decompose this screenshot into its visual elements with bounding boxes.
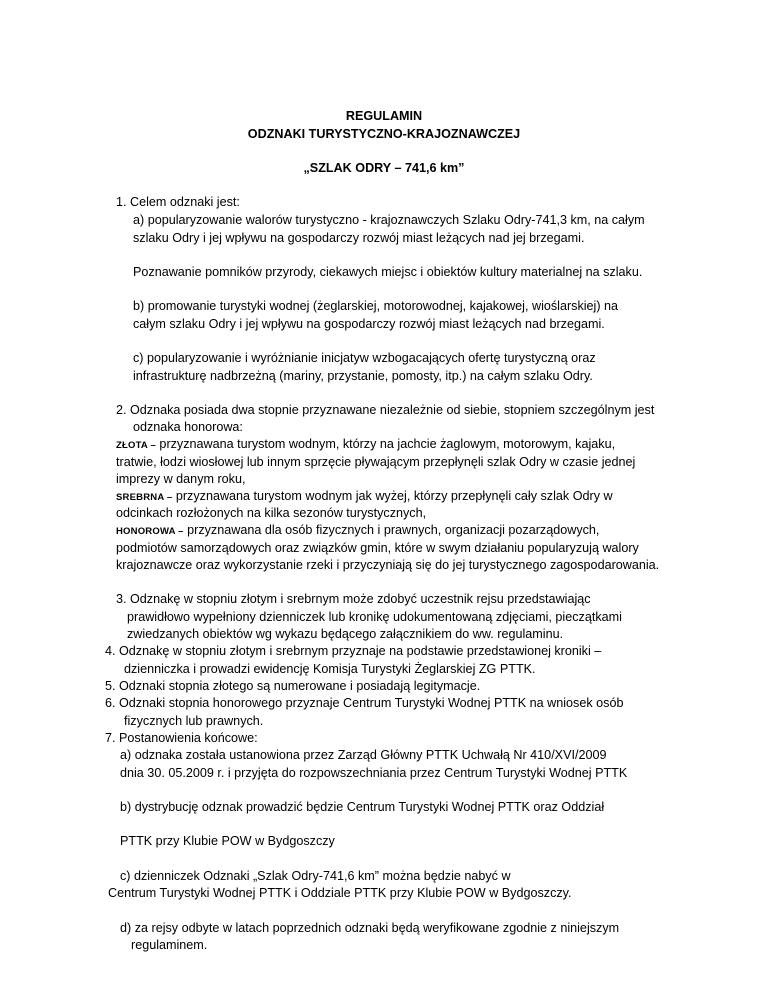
- doc-title-1: REGULAMIN: [345, 109, 423, 123]
- section-6-line2: fizycznych lub prawnych.: [124, 714, 264, 728]
- section-7-c-line2: Centrum Turystyki Wodnej PTTK i Oddziale PTTK przy Klubie POW w Bydgoszczy.: [108, 886, 572, 900]
- gold-line3: imprezy w danym roku,: [116, 472, 246, 486]
- section-3-line1: 3. Odznakę w stopniu złotym i srebrnym może zdobyć uczestnik rejsu przedstawiając: [116, 592, 591, 606]
- section-7-d-line2: regulaminem.: [131, 938, 208, 952]
- silver-text-1: przyznawana turystom wodnym jak wyżej, którzy przepłynęli cały szlak Odry w: [172, 489, 613, 503]
- section-1-c-line1: c) popularyzowanie i wyróżnianie inicjatyw wzbogacających ofertę turystyczną oraz: [133, 351, 596, 365]
- section-1-c-line2: infrastrukturę nadbrzeżną (mariny, przystanie, pomosty, itp.) na całym szlaku Odry.: [133, 369, 593, 383]
- section-4-line1: 4. Odznakę w stopniu złotym i srebrnym przyznaje na podstawie przedstawionej kroniki –: [105, 644, 602, 658]
- doc-subtitle: „SZLAK ODRY – 741,6 km”: [303, 161, 465, 175]
- section-7-b-line1: b) dystrybucję odznak prowadzić będzie Centrum Turystyki Wodnej PTTK oraz Oddział: [120, 800, 605, 814]
- section-5-line1: 5. Odznaki stopnia złotego są numerowane i posiadają legitymacje.: [105, 679, 481, 693]
- section-7-b-line2: PTTK przy Klubie POW w Bydgoszczy: [120, 834, 335, 848]
- section-7-a-line1: a) odznaka została ustanowiona przez Zarząd Główny PTTK Uchwałą Nr 410/XVI/2009: [120, 748, 607, 762]
- section-2-line1: 2. Odznaka posiada dwa stopnie przyznawane niezależnie od siebie, stopniem szczególnym jest: [116, 403, 655, 417]
- section-3-line3: zwiedzanych obiektów wg wykazu będącego załącznikiem do ww. regulaminu.: [127, 627, 564, 641]
- section-7-c-line1: c) dzienniczek Odznaki „Szlak Odry-741,6 km” można będzie nabyć w: [120, 869, 511, 883]
- honorary-line2: podmiotów samorządowych oraz związków gmin, które w swym działaniu popularyzują walory: [116, 541, 639, 555]
- section-7-a-line2: dnia 30. 05.2009 r. i przyjęta do rozpowszechniania przez Centrum Turystyki Wodnej PTTK: [120, 766, 628, 780]
- section-2-line2: odznaka honorowa:: [133, 420, 243, 434]
- silver-label: SREBRNA –: [116, 492, 173, 503]
- silver-line1: [116, 488, 613, 506]
- gold-label: ZŁOTA –: [116, 440, 156, 451]
- section-1-a-line2: szlaku Odry i jej wpływu na gospodarczy rozwój miast leżących nad jej brzegami.: [133, 231, 585, 245]
- section-1-b-line1: b) promowanie turystyki wodnej (żeglarskiej, motorowodnej, kajakowej, wioślarskiej) na: [133, 299, 619, 313]
- gold-text-1: przyznawana turystom wodnym, którzy na jachcie żaglowym, motorowym, kajaku,: [155, 437, 616, 451]
- section-1-heading: 1. Celem odznaki jest:: [116, 195, 240, 209]
- section-7-heading: 7. Postanowienia końcowe:: [105, 731, 258, 745]
- section-1-a-line1: a) popularyzowanie walorów turystyczno - krajoznawczych Szlaku Odry-741,3 km, na całym: [133, 213, 645, 227]
- section-4-line2: dzienniczka i prowadzi ewidencję Komisja Turystyki Żeglarskiej ZG PTTK.: [124, 662, 536, 676]
- gold-line2: tratwie, łodzi wiosłowej lub innym sprzęcie pływającym przepłynęli szlak Odry w czasie jednej: [116, 455, 636, 469]
- honorary-line1: [116, 522, 599, 540]
- section-1-b-line2: całym szlaku Odry i jej wpływu na gospodarczy rozwój miast leżących nad brzegami.: [133, 317, 605, 331]
- doc-title-2: ODZNAKI TURYSTYCZNO-KRAJOZNAWCZEJ: [247, 127, 521, 141]
- section-7-d-line1: d) za rejsy odbyte w latach poprzednich odznaki będą weryfikowane zgodnie z niniejszym: [120, 921, 620, 935]
- section-6-line1: 6. Odznaki stopnia honorowego przyznaje Centrum Turystyki Wodnej PTTK na wniosek osób: [105, 696, 624, 710]
- honorary-line3: krajoznawcze oraz wykorzystanie rzeki i przyczyniają się do jej turystycznego zagospodarowania.: [116, 558, 660, 572]
- silver-line2: odcinkach rozłożonych na kilka sezonów turystycznych,: [116, 506, 427, 520]
- section-3-line2: prawidłowo wypełniony dzienniczek lub kronikę udokumentowaną zdjęciami, pieczątkami: [127, 610, 622, 624]
- gold-line1: [116, 436, 615, 454]
- honorary-label: HONOROWA –: [116, 526, 184, 537]
- section-1-paragraph: Poznawanie pomników przyrody, ciekawych miejsc i obiektów kultury materialnej na szlaku.: [133, 265, 643, 279]
- honorary-text-1: przyznawana dla osób fizycznych i prawnych, organizacji pozarządowych,: [183, 523, 600, 537]
